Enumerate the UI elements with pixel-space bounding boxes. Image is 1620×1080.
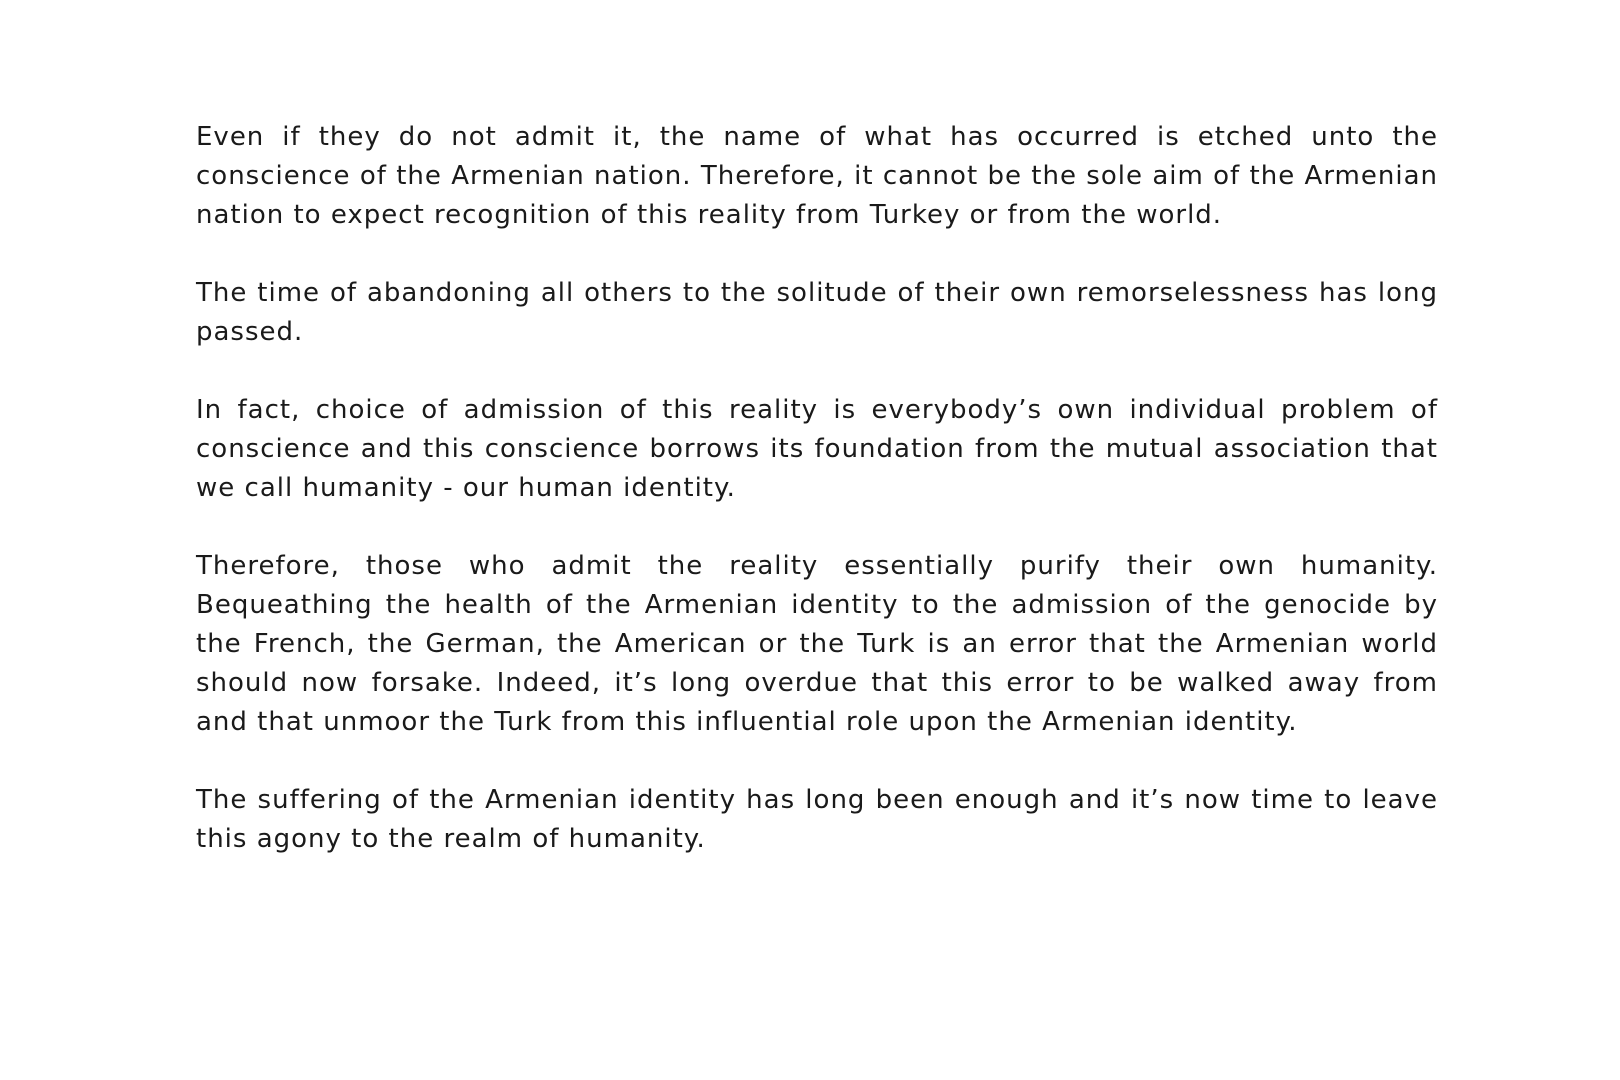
paragraph-2: The time of abandoning all others to the solitude of their own remorselessness has long passed. [196,278,1438,347]
paragraph-5: The suffering of the Armenian identity has long been enough and it’s now time to leave this agony to the realm of humanity. [196,785,1438,854]
paragraph-3: In fact, choice of admission of this reality is everybody’s own individual problem of conscience and this conscience borrows its foundation from the mutual association that we call humanity - our human identity. [196,395,1438,503]
document-body [196,118,1438,859]
paragraph-1: Even if they do not admit it, the name of what has occurred is etched unto the conscience of the Armenian nation. Therefore, it cannot be the sole aim of the Armenian nation to expect recognition of this reality from Turkey or from the world. [196,122,1438,230]
paragraph-4: Therefore, those who admit the reality essentially purify their own humanity. Bequeathing the health of the Armenian identity to the admission of the genocide by the French, the German, the American or the Turk is an error that the Armenian world should now forsake. Indeed, it’s long overdue that this error to be walked away from and that unmoor the Turk from this influential role upon the Armenian identity. [196,551,1438,737]
